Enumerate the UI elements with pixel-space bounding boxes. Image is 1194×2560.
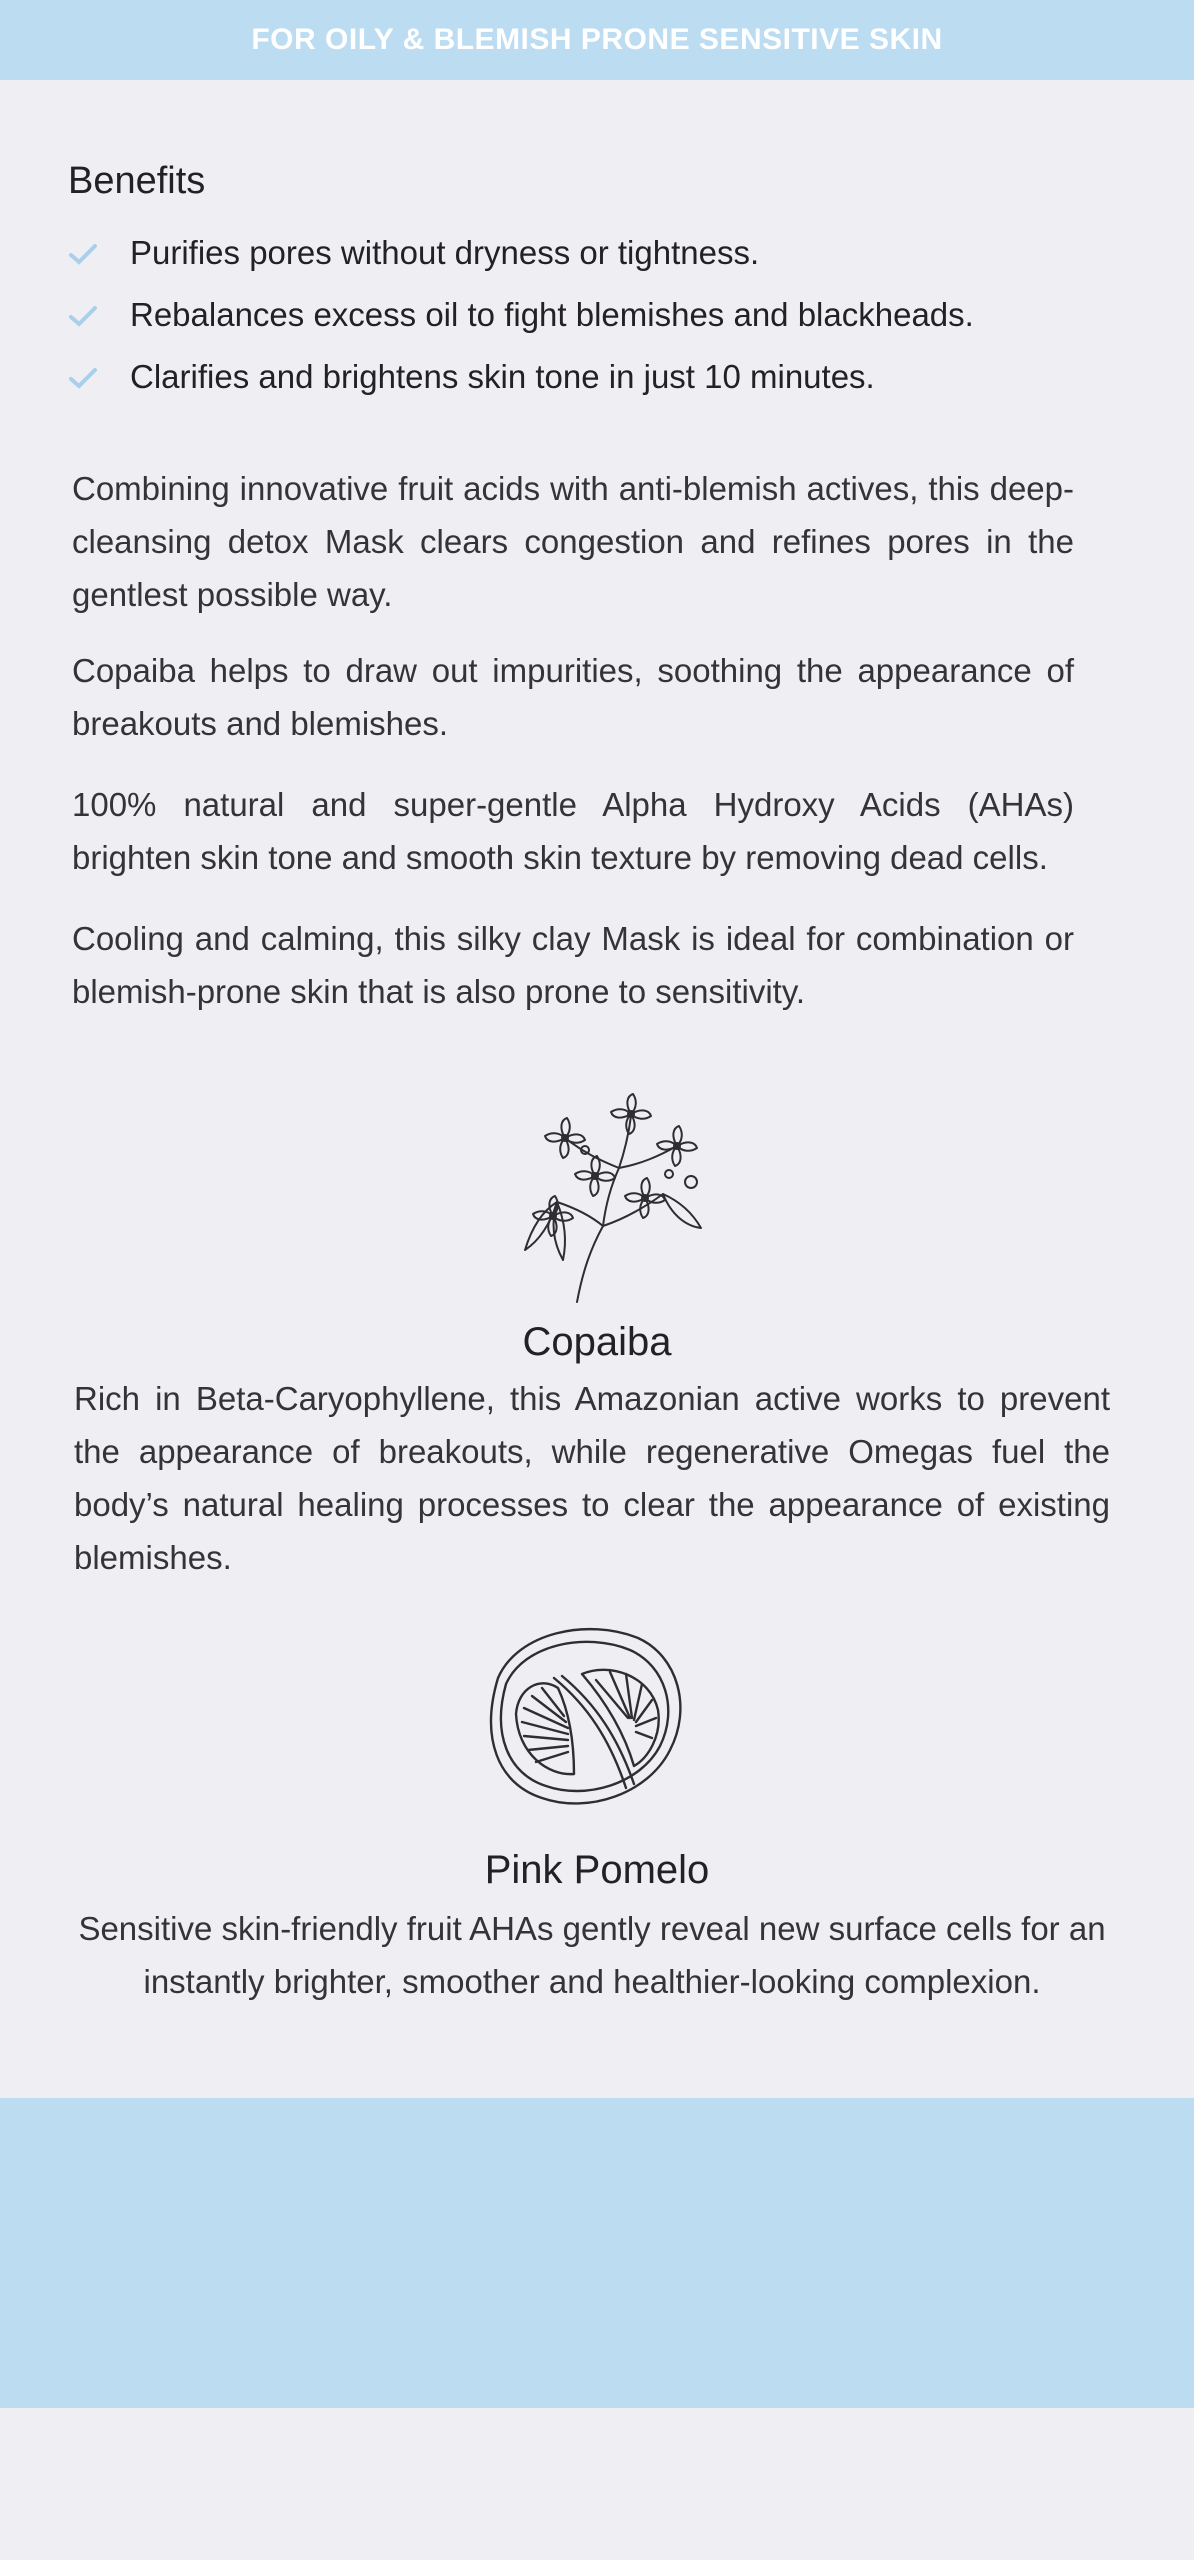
benefit-text: Purifies pores without dryness or tightness. (130, 234, 760, 271)
benefits-heading: Benefits (68, 160, 206, 202)
checkmark-icon (68, 238, 98, 268)
bottom-color-band (0, 2098, 1194, 2408)
pomelo-heading: Pink Pomelo (484, 1848, 710, 1892)
benefit-text: Clarifies and brightens skin tone in just 10 minutes. (130, 358, 875, 395)
benefit-text: Rebalances excess oil to fight blemishes and blackheads. (130, 296, 974, 333)
banner-text: FOR OILY & BLEMISH PRONE SENSITIVE SKIN (251, 23, 943, 56)
checkmark-icon (68, 300, 98, 330)
copaiba-heading: Copaiba (522, 1320, 672, 1364)
benefit-item (68, 346, 1128, 408)
copaiba-description: Rich in Beta-Caryophyllene, this Amazonian active works to prevent the appearance of breakouts, while regenerative Omegas fuel the body’s natural healing processes to clear the appearance of existing blemishes. (74, 1380, 1110, 1576)
checkmark-icon (68, 362, 98, 392)
copaiba-flower-icon (495, 1090, 715, 1305)
intro-paragraph: Combining innovative fruit acids with anti-blemish actives, this deep-cleansing detox Mask clears congestion and refines pores in the gentlest possible way. (72, 470, 1074, 613)
benefit-item (68, 284, 1128, 346)
aha-paragraph: 100% natural and super-gentle Alpha Hydroxy Acids (AHAs) brighten skin tone and smooth skin texture by removing dead cells. (72, 786, 1074, 876)
pomelo-description: Sensitive skin-friendly fruit AHAs gently reveal new surface cells for an instantly brighter, smoother and healthier-looking complexion. (78, 1910, 1106, 2000)
benefits-list (68, 222, 1128, 408)
cooling-paragraph: Cooling and calming, this silky clay Mask is ideal for combination or blemish-prone skin that is also prone to sensitivity. (72, 920, 1074, 1010)
pomelo-fruit-icon (478, 1618, 684, 1810)
copaiba-paragraph: Copaiba helps to draw out impurities, soothing the appearance of breakouts and blemishes. (72, 652, 1074, 742)
benefit-item (68, 222, 1128, 284)
top-banner (0, 0, 1194, 80)
